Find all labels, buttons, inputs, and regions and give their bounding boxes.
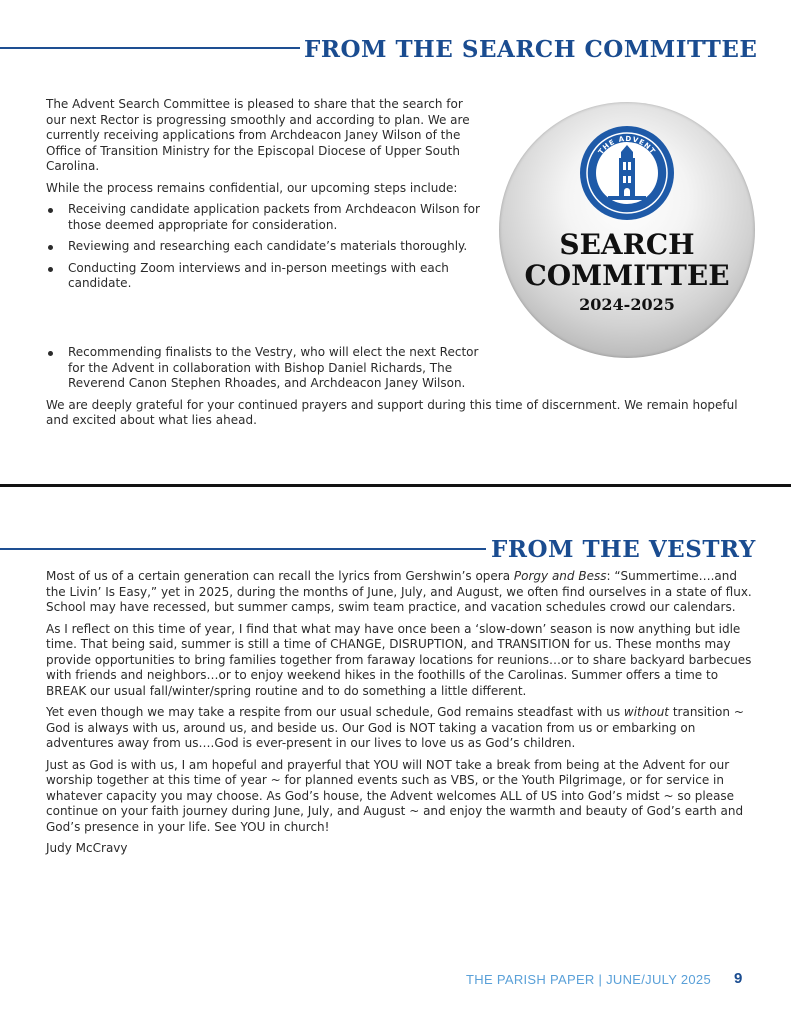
list-item-text: Recommending finalists to the Vestry, who will elect the next Rector for the Advent in collaboration with Bishop Daniel Richards, The Reverend Canon Stephen Rhoades, and Archdeacon Janey Wilson.: [68, 345, 479, 390]
advent-logo-icon: [578, 124, 676, 222]
badge-title-line1: SEARCH: [559, 228, 695, 261]
search-committee-text: [46, 97, 486, 298]
search-committee-text-wide: [46, 345, 746, 435]
badge-title-line2: COMMITTEE: [524, 259, 730, 292]
emphasis-text: without: [623, 705, 670, 719]
text-span: transition ~ God is always with us, around us, and beside us. Our God is NOT taking a vacation from us or embarking on adventures away from us….God is ever-present in our lives to love us as God’s children.: [46, 705, 744, 750]
vestry-paragraph-1: [46, 569, 752, 616]
search-closing-paragraph: We are deeply grateful for your continued prayers and support during this time of discernment. We remain hopeful and excited about what lies ahead.: [46, 397, 738, 427]
text-span: : “Summertime….and the Livin’ Is Easy,” yet in 2025, during the months of June, July, and August, we often find ourselves in a state of flux. School may have recessed, but summer camps, swim team practice, and vacation schedules crowd our calendars.: [46, 569, 752, 614]
search-steps-list: [46, 202, 486, 292]
vestry-paragraph-4: Just as God is with us, I am hopeful and prayerful that YOU will NOT take a break from being at the Advent for our worship together at this time of year ~ for planned events such as VBS, or the Youth Pilgrimage, or for service in whatever capacity you may choose. As God’s house, the Advent welcomes ALL of US into God’s midst ~ so please continue on your faith journey during June, July, and August ~ and enjoy the warmth and beauty of God’s earth and God’s presence in your life. See YOU in church!: [46, 757, 744, 834]
vestry-title: FROM THE VESTRY: [491, 536, 756, 563]
search-committee-title: FROM THE SEARCH COMMITTEE: [304, 36, 758, 63]
search-steps-intro: While the process remains confidential, our upcoming steps include:: [46, 180, 458, 195]
header-rule-search: [0, 47, 300, 49]
svg-text:THE ADVENT: THE ADVENT: [596, 134, 658, 156]
list-item: Receiving candidate application packets from Archdeacon Wilson for those deemed appropriate for consideration.: [46, 202, 486, 233]
badge-years: 2024-2025: [579, 295, 675, 314]
search-committee-badge: [499, 102, 755, 358]
vestry-paragraph-3: [46, 705, 752, 752]
footer-publication: THE PARISH PAPER | JUNE/JULY 2025: [466, 972, 711, 987]
section-divider: [0, 484, 791, 487]
page-number: 9: [734, 970, 743, 987]
list-item: Reviewing and researching each candidate’s materials thoroughly.: [46, 239, 486, 255]
opera-title: Porgy and Bess: [513, 569, 607, 583]
vestry-signature: Judy McCravy: [46, 841, 128, 855]
list-item: Conducting Zoom interviews and in-person meetings with each candidate.: [46, 261, 486, 292]
text-span: Yet even though we may take a respite from our usual schedule, God remains steadfast with us: [46, 705, 624, 719]
vestry-paragraph-2: As I reflect on this time of year, I find that what may have once been a ‘slow-down’ season is now anything but idle time. That being said, summer is still a time of CHANGE, DISRUPTION, and TRANSITION for us. These months may provide opportunities to bring families together from faraway locations for reunions…or to share backyard barbecues with friends and neighbors…or to enjoy weekend hikes in the foothills of the Carolinas. Summer offers a time to BREAK our usual fall/winter/spring routine and to do something a little different.: [46, 621, 752, 698]
text-span: Most of us of a certain generation can recall the lyrics from Gershwin’s opera: [46, 569, 514, 583]
header-rule-vestry: [0, 548, 486, 550]
search-intro-paragraph: The Advent Search Committee is pleased to share that the search for our next Rector is progressing smoothly and according to plan. We are currently receiving applications from Archdeacon Janey Wilson of the Office of Transition Ministry for the Episcopal Diocese of Upper South Carolina.: [46, 97, 470, 173]
vestry-text: [46, 569, 752, 863]
